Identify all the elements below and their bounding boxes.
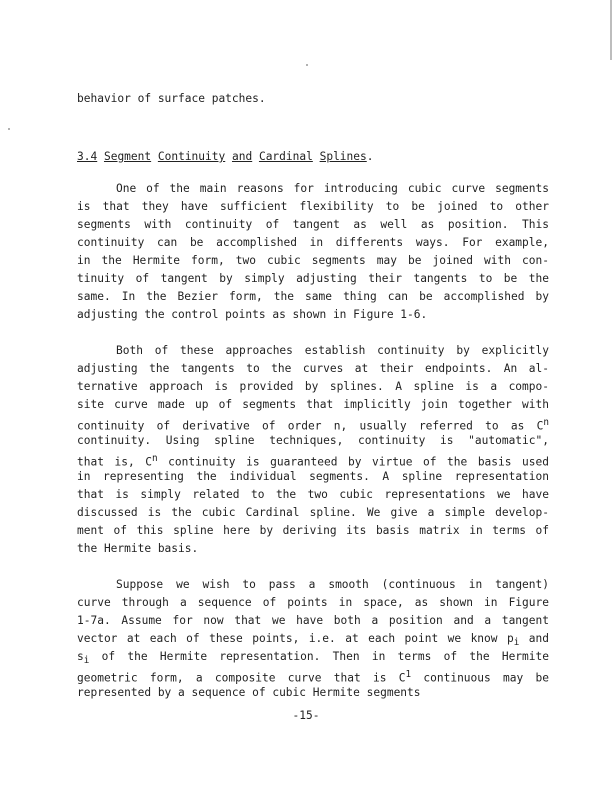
paragraph-line	[77, 452, 549, 470]
scan-speck	[8, 128, 10, 130]
paragraph-line: ment of this spline here by deriving its basis matrix in terms of	[77, 524, 549, 537]
paragraph-line: One of the main reasons for introducing cubic curve segments	[116, 182, 549, 195]
paragraph-line: curve through a sequence of points in space, as shown in Figure	[77, 596, 549, 609]
paragraph-line: adjusting the tangents to the curves at their endpoints. An al-	[77, 362, 549, 375]
subscript: i	[83, 655, 90, 667]
line-text: that is, C	[77, 455, 152, 469]
line-text: continuous may be	[411, 671, 549, 685]
superscript: n	[152, 453, 158, 464]
section-end: .	[366, 150, 374, 163]
line-text: vector at each of these points, i.e. at each point we know p	[77, 632, 514, 645]
subscript: i	[513, 637, 520, 649]
line-text: continuity of derivative of order n, usually referred to as C	[77, 419, 544, 433]
paragraph-line	[77, 416, 549, 434]
paragraph-line	[77, 650, 549, 668]
paragraph-line: discussed is the cubic Cardinal spline. We give a simple develop-	[77, 506, 549, 519]
paragraph-line: in the Hermite form, two cubic segments may be joined with con-	[77, 254, 549, 267]
section-number: 3.4	[77, 150, 98, 163]
superscript: 1	[405, 669, 412, 680]
paragraph-line: segments with continuity of tangent as well as position. This	[77, 218, 549, 231]
paragraph-line: continuity. Using spline techniques, continuity is "automatic",	[77, 434, 549, 447]
paragraph-line: the Hermite basis.	[77, 542, 199, 555]
paragraph-line: ternative approach is provided by splines. A spline is a compo-	[77, 380, 549, 393]
section-word: Cardinal	[258, 150, 313, 163]
paragraph-line	[77, 668, 549, 686]
paragraph-line: tinuity of tangent by simply adjusting their tangents to be the	[77, 272, 549, 285]
paragraph-line: in representing the individual segments. A spline representation	[77, 470, 549, 483]
scan-speck	[306, 64, 308, 66]
line-text: geometric form, a composite curve that is C	[77, 671, 406, 685]
paragraph-line: is that they have sufficient flexibility to be joined to other	[77, 200, 549, 213]
paragraph-line: continuity can be accomplished in differents ways. For example,	[77, 236, 549, 249]
line-text: continuity is guaranteed by virtue of the basis used	[157, 455, 549, 469]
line-text: s	[77, 650, 84, 663]
section-word: Continuity	[157, 150, 226, 163]
paragraph-line: same. In the Bezier form, the same thing can be accomplished by	[77, 290, 549, 303]
line-text: and	[519, 632, 549, 645]
superscript: n	[543, 417, 549, 428]
paragraph-line: adjusting the control points as shown in Figure 1-6.	[77, 308, 428, 321]
section-word: and	[231, 150, 253, 163]
paragraph-line	[77, 632, 549, 650]
paragraph-line: 1-7a. Assume for now that we have both a position and a tangent	[77, 614, 549, 627]
line-text: of the Hermite representation. Then in terms of the Hermite	[89, 650, 549, 663]
page-number: -15-	[292, 709, 320, 722]
paragraph-line: that is simply related to the two cubic representations we have	[77, 488, 549, 501]
section-word: Segment	[103, 150, 152, 163]
intro-line: behavior of surface patches.	[77, 92, 266, 105]
section-word: Splines	[319, 150, 367, 163]
paragraph-line: Suppose we wish to pass a smooth (continuous in tangent)	[116, 578, 549, 591]
paragraph-line: site curve made up of segments that implicitly join together with	[77, 398, 549, 411]
section-heading	[77, 150, 374, 164]
paragraph-line: Both of these approaches establish continuity by explicitly	[116, 344, 549, 357]
paragraph-line: represented by a sequence of cubic Hermite segments	[77, 686, 421, 699]
